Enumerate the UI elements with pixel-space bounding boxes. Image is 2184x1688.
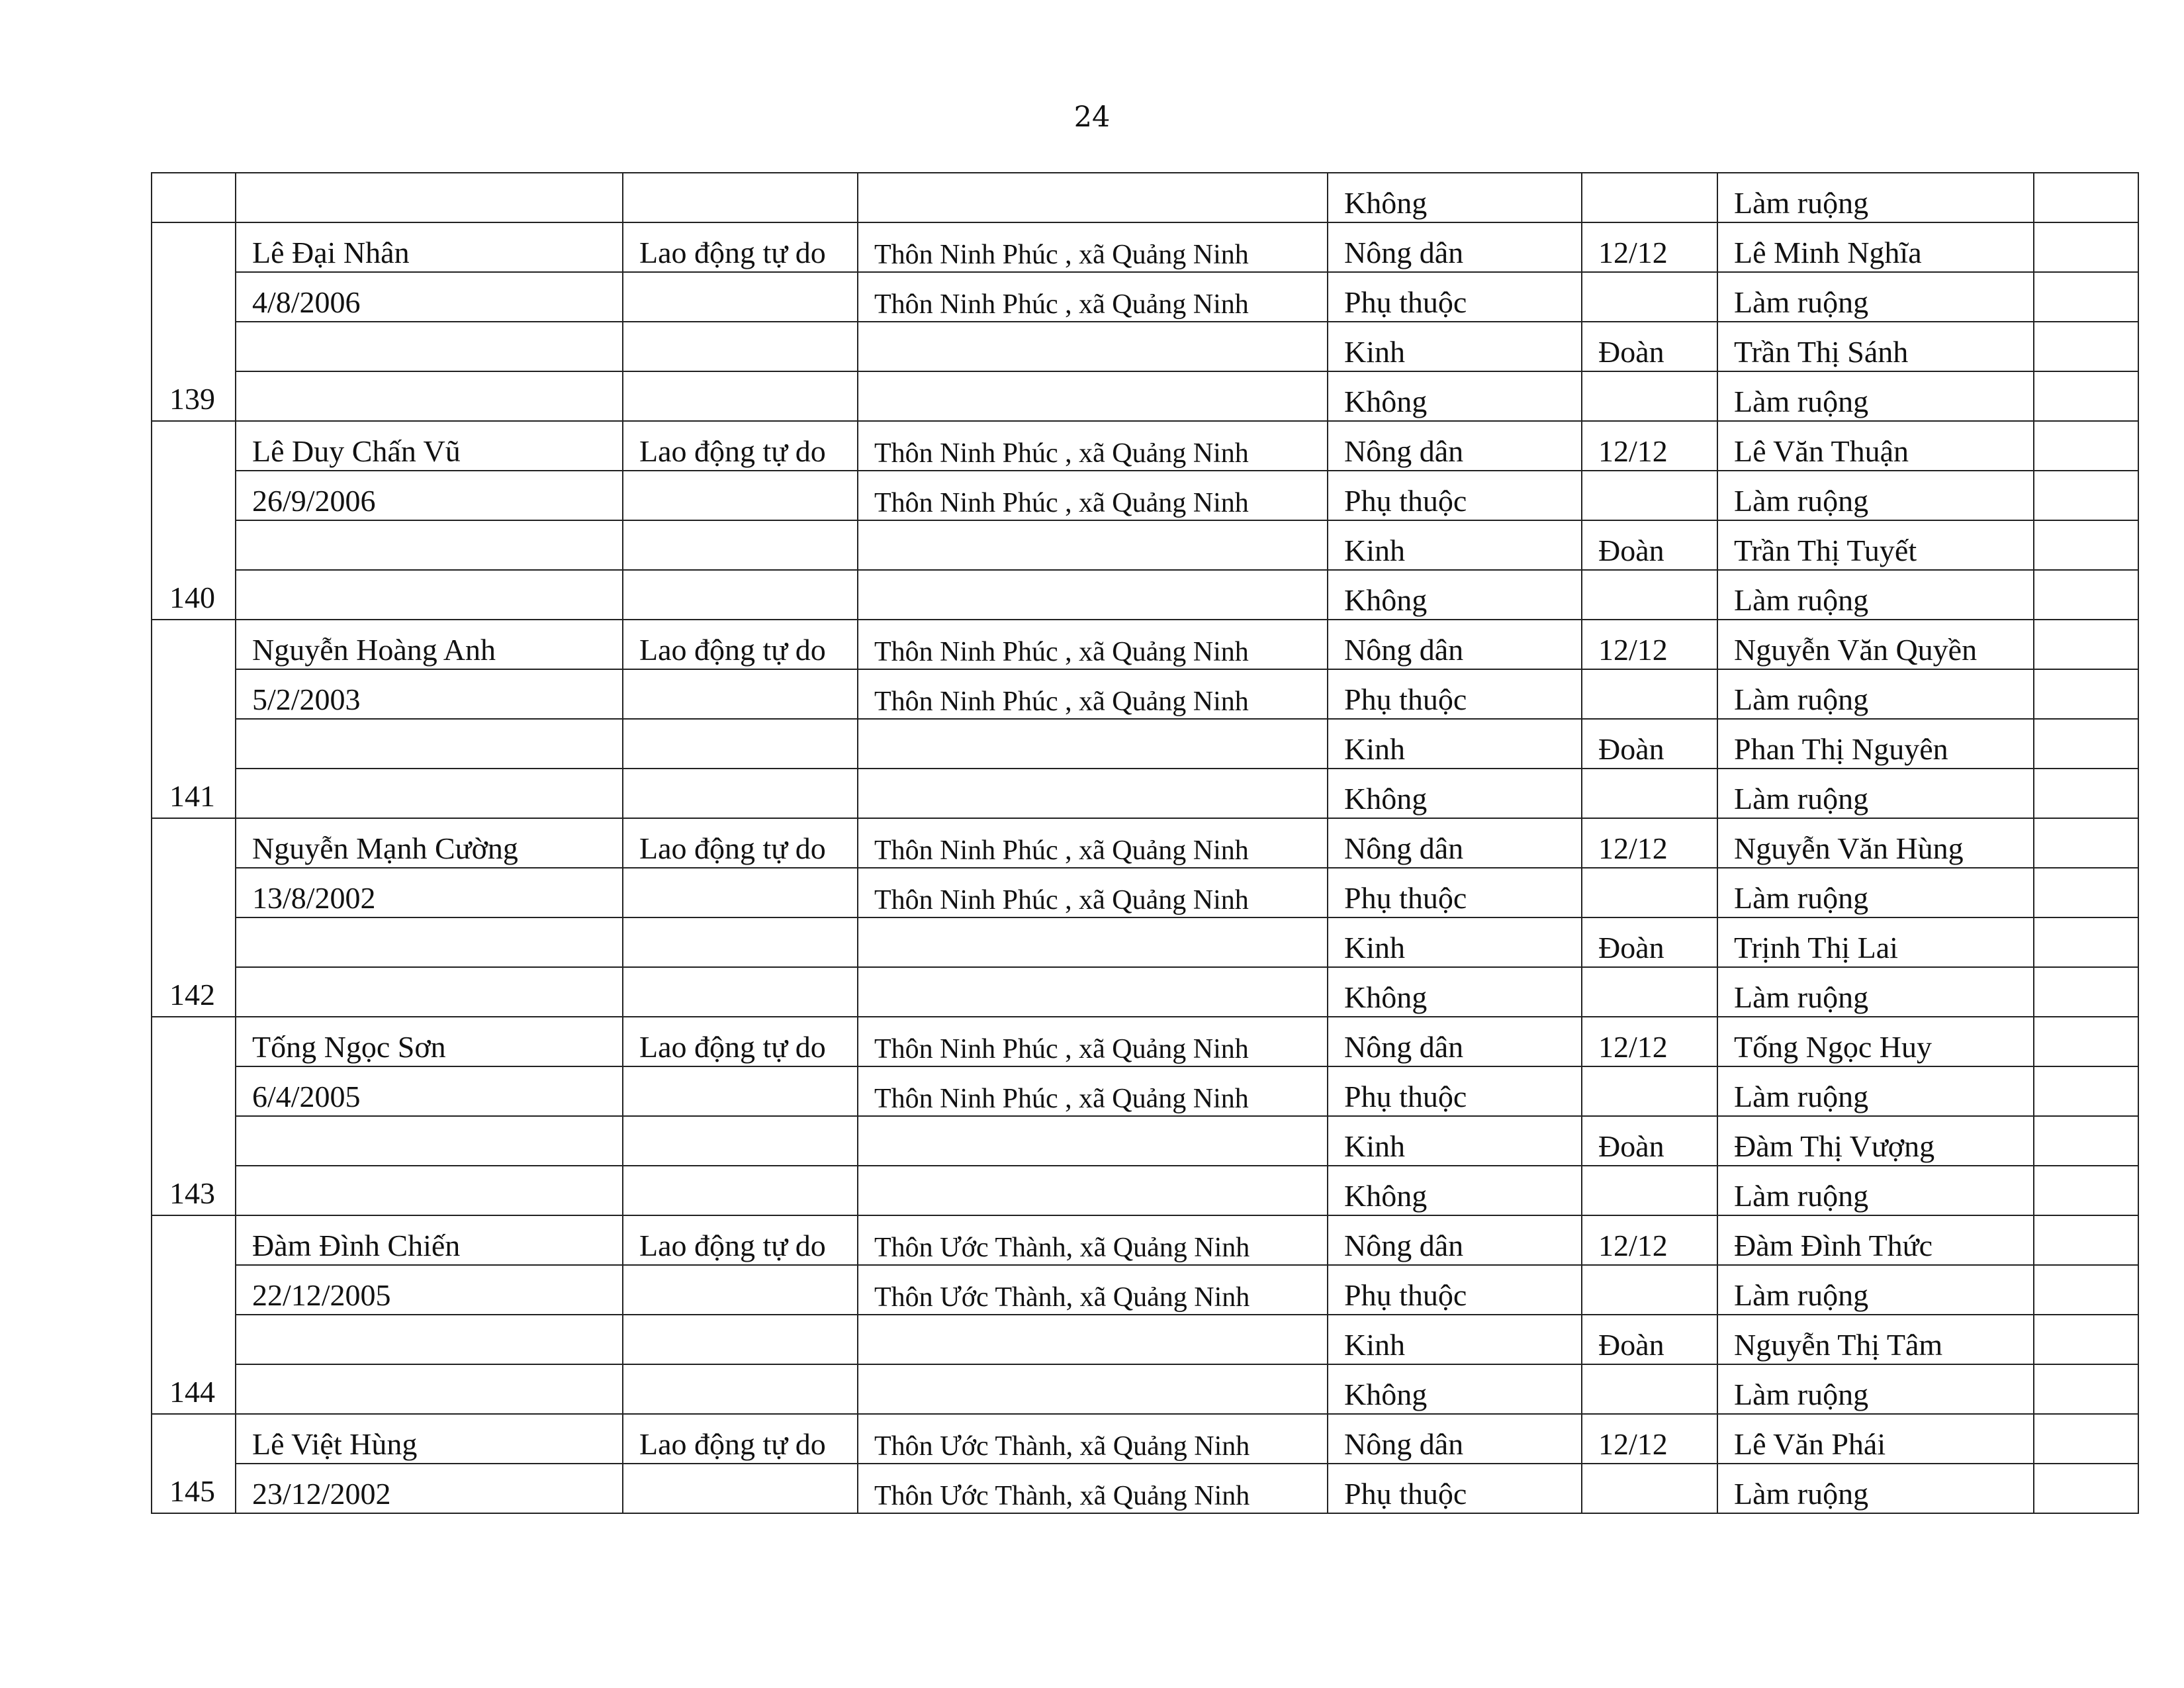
table-row	[152, 769, 2138, 818]
occupation-cell: Lao động tự do	[623, 1215, 858, 1265]
edu-cell: Đoàn	[1582, 520, 1717, 570]
occupation-cell	[623, 1464, 858, 1513]
page-number: 24	[1073, 101, 1111, 134]
table-row	[152, 1464, 2138, 1513]
name-cell: 23/12/2002	[236, 1464, 623, 1513]
edu-cell: 12/12	[1582, 1017, 1717, 1066]
parent-cell: Làm ruộng	[1717, 1265, 2034, 1315]
occupation-cell: Lao động tự do	[623, 1017, 858, 1066]
edu-cell	[1582, 371, 1717, 421]
notes-cell	[2034, 1166, 2138, 1215]
notes-cell	[2034, 520, 2138, 570]
table-row	[152, 272, 2138, 322]
stt-cell: 144	[152, 1215, 236, 1414]
parent-cell: Làm ruộng	[1717, 570, 2034, 620]
parent-cell: Làm ruộng	[1717, 967, 2034, 1017]
parent-cell: Làm ruộng	[1717, 371, 2034, 421]
notes-cell	[2034, 818, 2138, 868]
occupation-cell: Lao động tự do	[623, 1414, 858, 1464]
parent-cell: Đàm Đình Thức	[1717, 1215, 2034, 1265]
class-cell: Kinh	[1328, 917, 1582, 967]
class-cell: Kinh	[1328, 719, 1582, 769]
parent-cell: Làm ruộng	[1717, 669, 2034, 719]
address-cell: Thôn Ninh Phúc , xã Quảng Ninh	[858, 669, 1328, 719]
table-row	[152, 967, 2138, 1017]
address-cell: Thôn Ninh Phúc , xã Quảng Ninh	[858, 222, 1328, 272]
stt-cell: 145	[152, 1414, 236, 1513]
edu-cell	[1582, 769, 1717, 818]
occupation-cell: Lao động tự do	[623, 620, 858, 669]
occupation-cell	[623, 669, 858, 719]
notes-cell	[2034, 719, 2138, 769]
notes-cell	[2034, 1116, 2138, 1166]
address-cell	[858, 570, 1328, 620]
edu-cell: Đoàn	[1582, 917, 1717, 967]
parent-cell: Trần Thị Sánh	[1717, 322, 2034, 371]
notes-cell	[2034, 173, 2138, 222]
parent-cell: Làm ruộng	[1717, 471, 2034, 520]
name-cell: 5/2/2003	[236, 669, 623, 719]
name-cell: Lê Việt Hùng	[236, 1414, 623, 1464]
address-cell: Thôn Ninh Phúc , xã Quảng Ninh	[858, 471, 1328, 520]
parent-cell: Lê Minh Nghĩa	[1717, 222, 2034, 272]
edu-cell	[1582, 471, 1717, 520]
notes-cell	[2034, 967, 2138, 1017]
notes-cell	[2034, 1464, 2138, 1513]
class-cell: Không	[1328, 769, 1582, 818]
name-cell	[236, 173, 623, 222]
table-row	[152, 371, 2138, 421]
edu-cell	[1582, 570, 1717, 620]
address-cell	[858, 967, 1328, 1017]
address-cell	[858, 371, 1328, 421]
occupation-cell	[623, 272, 858, 322]
edu-cell	[1582, 1066, 1717, 1116]
name-cell: 22/12/2005	[236, 1265, 623, 1315]
name-cell: 6/4/2005	[236, 1066, 623, 1116]
name-cell	[236, 570, 623, 620]
notes-cell	[2034, 669, 2138, 719]
class-cell: Kinh	[1328, 1116, 1582, 1166]
table-row	[152, 222, 2138, 272]
stt-cell: 140	[152, 421, 236, 620]
class-cell: Nông dân	[1328, 620, 1582, 669]
address-cell: Thôn Ước Thành, xã Quảng Ninh	[858, 1215, 1328, 1265]
notes-cell	[2034, 570, 2138, 620]
parent-cell: Lê Văn Phái	[1717, 1414, 2034, 1464]
parent-cell: Làm ruộng	[1717, 272, 2034, 322]
table-row	[152, 868, 2138, 917]
class-cell: Nông dân	[1328, 818, 1582, 868]
occupation-cell	[623, 1364, 858, 1414]
class-cell: Phụ thuộc	[1328, 471, 1582, 520]
name-cell: Lê Đại Nhân	[236, 222, 623, 272]
name-cell	[236, 371, 623, 421]
parent-cell: Lê Văn Thuận	[1717, 421, 2034, 471]
parent-cell: Nguyễn Văn Quyền	[1717, 620, 2034, 669]
parent-cell: Nguyễn Thị Tâm	[1717, 1315, 2034, 1364]
notes-cell	[2034, 1066, 2138, 1116]
edu-cell: 12/12	[1582, 421, 1717, 471]
address-cell: Thôn Ninh Phúc , xã Quảng Ninh	[858, 1017, 1328, 1066]
address-cell: Thôn Ninh Phúc , xã Quảng Ninh	[858, 818, 1328, 868]
parent-cell: Nguyễn Văn Hùng	[1717, 818, 2034, 868]
edu-cell: Đoàn	[1582, 719, 1717, 769]
notes-cell	[2034, 1265, 2138, 1315]
notes-cell	[2034, 769, 2138, 818]
occupation-cell	[623, 1265, 858, 1315]
address-cell	[858, 719, 1328, 769]
edu-cell: 12/12	[1582, 620, 1717, 669]
table-row	[152, 1315, 2138, 1364]
occupation-cell: Lao động tự do	[623, 818, 858, 868]
class-cell: Phụ thuộc	[1328, 1066, 1582, 1116]
address-cell: Thôn Ninh Phúc , xã Quảng Ninh	[858, 272, 1328, 322]
address-cell	[858, 1315, 1328, 1364]
occupation-cell	[623, 471, 858, 520]
notes-cell	[2034, 1414, 2138, 1464]
table-row	[152, 520, 2138, 570]
notes-cell	[2034, 1017, 2138, 1066]
religion-cell: Không	[1328, 173, 1582, 222]
table-row	[152, 421, 2138, 471]
parent-cell: Làm ruộng	[1717, 1166, 2034, 1215]
address-cell	[858, 1116, 1328, 1166]
edu-cell: 12/12	[1582, 818, 1717, 868]
table-row	[152, 917, 2138, 967]
table-row	[152, 471, 2138, 520]
parent-cell: Đàm Thị Vượng	[1717, 1116, 2034, 1166]
class-cell: Nông dân	[1328, 1215, 1582, 1265]
name-cell: 13/8/2002	[236, 868, 623, 917]
address-cell: Thôn Ước Thành, xã Quảng Ninh	[858, 1414, 1328, 1464]
register-table	[151, 172, 2139, 1514]
table-row	[152, 1414, 2138, 1464]
occupation-cell	[623, 173, 858, 222]
address-cell	[858, 769, 1328, 818]
notes-cell	[2034, 1215, 2138, 1265]
occupation-cell	[623, 570, 858, 620]
address-cell: Thôn Ninh Phúc , xã Quảng Ninh	[858, 421, 1328, 471]
edu-cell: Đoàn	[1582, 1116, 1717, 1166]
occupation-cell	[623, 520, 858, 570]
edu-cell	[1582, 272, 1717, 322]
notes-cell	[2034, 620, 2138, 669]
occupation-cell	[623, 719, 858, 769]
address-cell: Thôn Ước Thành, xã Quảng Ninh	[858, 1265, 1328, 1315]
class-cell: Không	[1328, 1166, 1582, 1215]
parent-cell: Trần Thị Tuyết	[1717, 520, 2034, 570]
class-cell: Không	[1328, 1364, 1582, 1414]
occupation-cell	[623, 1066, 858, 1116]
class-cell: Nông dân	[1328, 222, 1582, 272]
name-cell: 26/9/2006	[236, 471, 623, 520]
class-cell: Kinh	[1328, 1315, 1582, 1364]
notes-cell	[2034, 1315, 2138, 1364]
table-row	[152, 1116, 2138, 1166]
table-row	[152, 1166, 2138, 1215]
name-cell	[236, 1166, 623, 1215]
class-cell: Phụ thuộc	[1328, 1265, 1582, 1315]
name-cell	[236, 322, 623, 371]
table-row	[152, 1066, 2138, 1116]
occupation-cell	[623, 1116, 858, 1166]
parent-cell: Trịnh Thị Lai	[1717, 917, 2034, 967]
edu-cell: Đoàn	[1582, 322, 1717, 371]
class-cell: Kinh	[1328, 520, 1582, 570]
class-cell: Phụ thuộc	[1328, 868, 1582, 917]
class-cell: Không	[1328, 967, 1582, 1017]
address-cell	[858, 173, 1328, 222]
address-cell: Thôn Ninh Phúc , xã Quảng Ninh	[858, 1066, 1328, 1116]
parent-cell: Làm ruộng	[1717, 1464, 2034, 1513]
notes-cell	[2034, 222, 2138, 272]
occupation-cell	[623, 371, 858, 421]
class-cell: Phụ thuộc	[1328, 1464, 1582, 1513]
notes-cell	[2034, 272, 2138, 322]
name-cell	[236, 520, 623, 570]
table-row	[152, 620, 2138, 669]
edu-cell	[1582, 1464, 1717, 1513]
table-row	[152, 322, 2138, 371]
table-row	[152, 570, 2138, 620]
address-cell	[858, 520, 1328, 570]
address-cell: Thôn Ninh Phúc , xã Quảng Ninh	[858, 868, 1328, 917]
table-row	[152, 669, 2138, 719]
notes-cell	[2034, 1364, 2138, 1414]
address-cell	[858, 1166, 1328, 1215]
parent-cell: Phan Thị Nguyên	[1717, 719, 2034, 769]
occupation-cell: Lao động tự do	[623, 222, 858, 272]
occupation-cell	[623, 1315, 858, 1364]
occupation-cell	[623, 769, 858, 818]
table-row	[152, 719, 2138, 769]
edu-cell	[1582, 669, 1717, 719]
notes-cell	[2034, 868, 2138, 917]
name-cell	[236, 1364, 623, 1414]
occupation-cell	[623, 1166, 858, 1215]
class-cell: Nông dân	[1328, 421, 1582, 471]
table-row	[152, 1265, 2138, 1315]
name-cell: Nguyễn Hoàng Anh	[236, 620, 623, 669]
notes-cell	[2034, 322, 2138, 371]
class-cell: Kinh	[1328, 322, 1582, 371]
name-cell: Tống Ngọc Sơn	[236, 1017, 623, 1066]
parent-cell: Làm ruộng	[1717, 868, 2034, 917]
edu-cell: 12/12	[1582, 1414, 1717, 1464]
name-cell: Đàm Đình Chiến	[236, 1215, 623, 1265]
stt-cell: 141	[152, 620, 236, 818]
occupation-cell: Lao động tự do	[623, 421, 858, 471]
stt-cell	[152, 173, 236, 222]
stt-cell: 139	[152, 222, 236, 421]
name-cell: Nguyễn Mạnh Cường	[236, 818, 623, 868]
occupation-cell	[623, 322, 858, 371]
class-cell: Phụ thuộc	[1328, 272, 1582, 322]
edu-cell	[1582, 1166, 1717, 1215]
class-cell: Không	[1328, 570, 1582, 620]
address-cell	[858, 917, 1328, 967]
stt-cell: 142	[152, 818, 236, 1017]
notes-cell	[2034, 421, 2138, 471]
name-cell	[236, 1315, 623, 1364]
edu-cell	[1582, 1364, 1717, 1414]
parent-cell: Làm ruộng	[1717, 769, 2034, 818]
notes-cell	[2034, 917, 2138, 967]
name-cell: Lê Duy Chấn Vũ	[236, 421, 623, 471]
table-row	[152, 818, 2138, 868]
class-cell: Phụ thuộc	[1328, 669, 1582, 719]
class-cell: Nông dân	[1328, 1414, 1582, 1464]
union-cell	[1582, 173, 1717, 222]
table-row	[152, 1364, 2138, 1414]
name-cell	[236, 719, 623, 769]
notes-cell	[2034, 471, 2138, 520]
name-cell	[236, 769, 623, 818]
occupation-cell	[623, 917, 858, 967]
edu-cell	[1582, 967, 1717, 1017]
parent-cell: Làm ruộng	[1717, 1364, 2034, 1414]
address-cell: Thôn Ước Thành, xã Quảng Ninh	[858, 1464, 1328, 1513]
name-cell	[236, 1116, 623, 1166]
class-cell: Nông dân	[1328, 1017, 1582, 1066]
edu-cell: Đoàn	[1582, 1315, 1717, 1364]
parent-cell: Tống Ngọc Huy	[1717, 1017, 2034, 1066]
occupation-cell	[623, 868, 858, 917]
name-cell: 4/8/2006	[236, 272, 623, 322]
occupation-cell	[623, 967, 858, 1017]
edu-cell: 12/12	[1582, 222, 1717, 272]
address-cell	[858, 322, 1328, 371]
stt-cell: 143	[152, 1017, 236, 1215]
notes-cell	[2034, 371, 2138, 421]
name-cell	[236, 917, 623, 967]
register-body	[152, 173, 2138, 1513]
table-row	[152, 173, 2138, 222]
name-cell	[236, 967, 623, 1017]
table-row	[152, 1017, 2138, 1066]
table-row	[152, 1215, 2138, 1265]
edu-cell: 12/12	[1582, 1215, 1717, 1265]
address-cell	[858, 1364, 1328, 1414]
mother-job-cell: Làm ruộng	[1717, 173, 2034, 222]
class-cell: Không	[1328, 371, 1582, 421]
edu-cell	[1582, 868, 1717, 917]
edu-cell	[1582, 1265, 1717, 1315]
parent-cell: Làm ruộng	[1717, 1066, 2034, 1116]
address-cell: Thôn Ninh Phúc , xã Quảng Ninh	[858, 620, 1328, 669]
